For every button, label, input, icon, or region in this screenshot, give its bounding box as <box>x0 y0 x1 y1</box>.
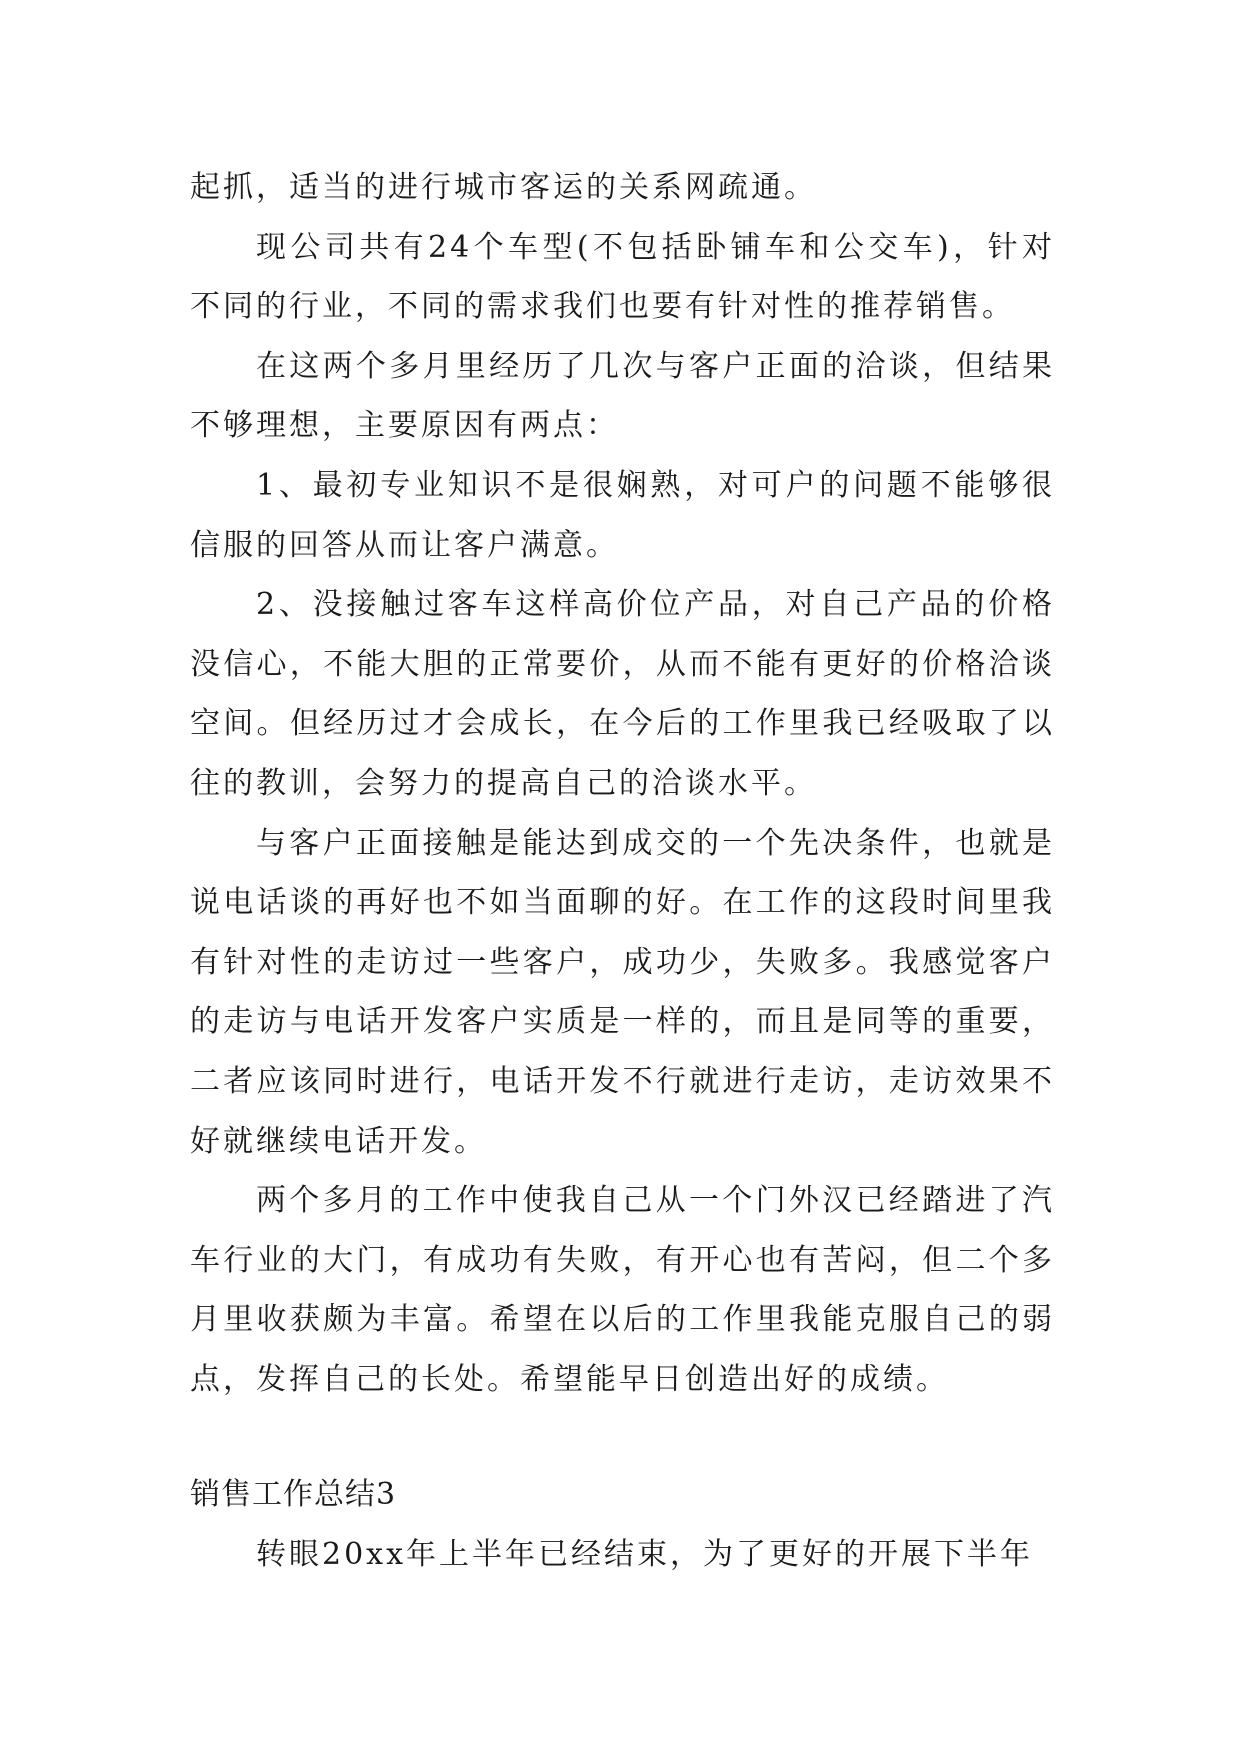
paragraph-7: 两个多月的工作中使我自己从一个门外汉已经踏进了汽车行业的大门，有成功有失败，有开心也有苦闷，但二个多月里收获颇为丰富。希望在以后的工作里我能克服自己的弱点，发挥自己的长处。希望能早日创造出好的成绩。 <box>190 1183 1055 1397</box>
paragraph-2: 现公司共有24个车型(不包括卧铺车和公交车)，针对不同的行业，不同的需求我们也要有针对性的推荐销售。 <box>190 229 1055 325</box>
paragraph-6: 与客户正面接触是能达到成交的一个先决条件，也就是说电话谈的再好也不如当面聊的好。在工作的这段时间里我有针对性的走访过一些客户，成功少，失败多。我感觉客户的走访与电话开发客户实质是一样的，而且是同等的重要，二者应该同时进行，电话开发不行就进行走访，走访效果不好就继续电话开发。 <box>190 825 1055 1159</box>
paragraph-4: 1、最初专业知识不是很娴熟，对可户的问题不能够很信服的回答从而让客户满意。 <box>190 467 1055 563</box>
section-heading: 销售工作总结3 <box>190 1477 397 1513</box>
paragraph-5: 2、没接触过客车这样高价位产品，对自己产品的价格没信心，不能大胆的正常要价，从而不能有更好的价格洽谈空间。但经历过才会成长，在今后的工作里我已经吸取了以往的教训，会努力的提高自己的洽谈水平。 <box>190 587 1055 801</box>
paragraph-8: 转眼20xx年上半年已经结束，为了更好的开展下半年 <box>256 1537 1034 1573</box>
paragraph-1: 起抓，适当的进行城市客运的关系网疏通。 <box>190 170 817 205</box>
document-body <box>190 158 1055 1585</box>
paragraph-3: 在这两个多月里经历了几次与客户正面的洽谈，但结果不够理想，主要原因有两点： <box>190 348 1055 444</box>
